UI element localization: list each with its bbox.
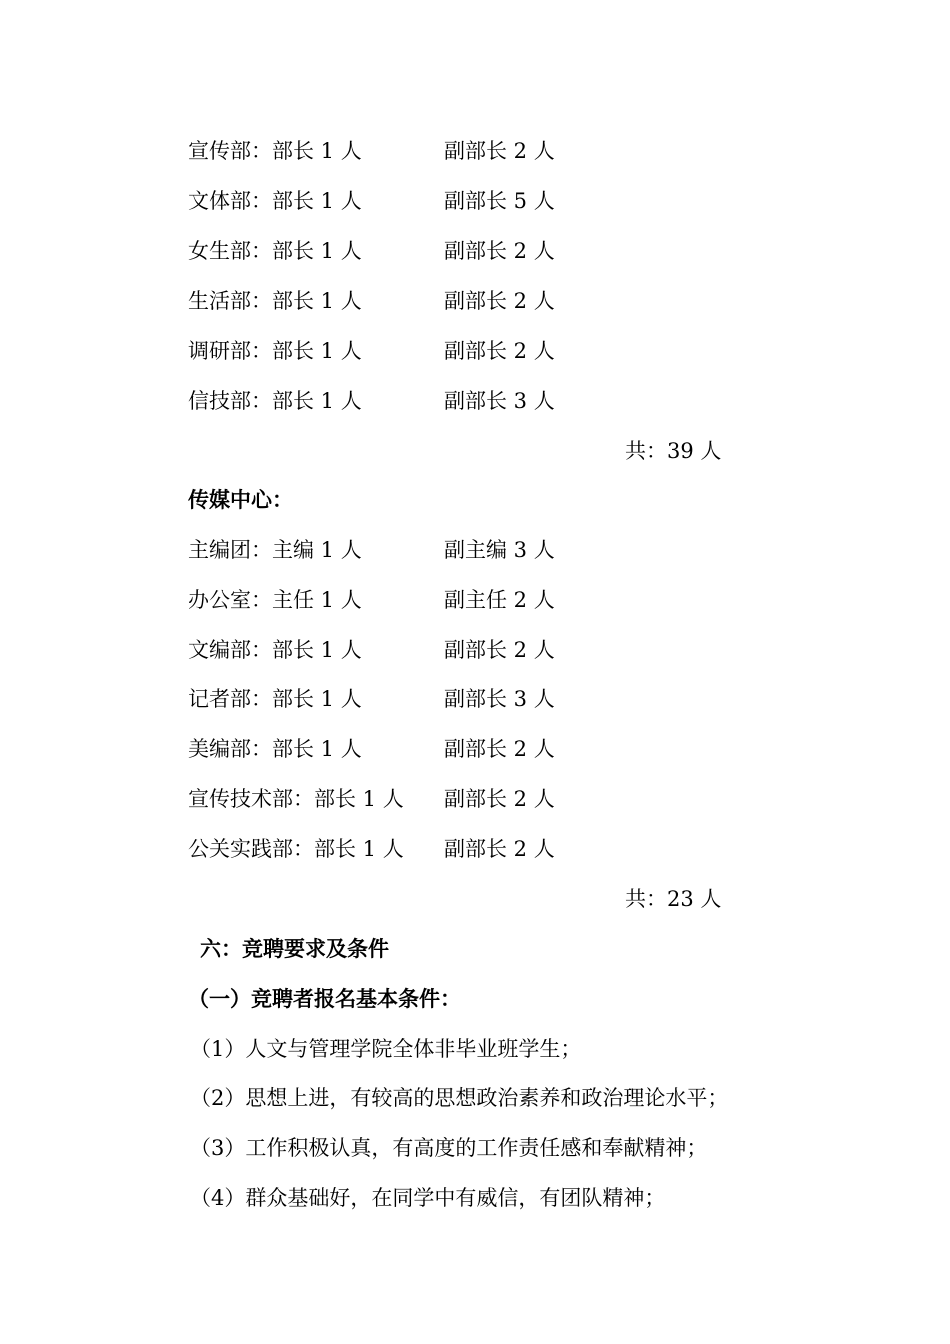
position-row-right: 副部长 3 人 [444,687,555,711]
position-row-left: 调研部：部长 1 人 [188,339,362,363]
position-row-left: 文编部：部长 1 人 [188,638,362,662]
position-row-right: 副主任 2 人 [444,588,555,612]
condition-item: （2）思想上进，有较高的思想政治素养和政治理论水平； [190,1086,729,1110]
position-row-left: 主编团：主编 1 人 [188,538,362,562]
subsection-heading: （一）竞聘者报名基本条件： [188,987,461,1011]
condition-item: （4）群众基础好，在同学中有威信，有团队精神； [190,1186,666,1210]
position-row-right: 副部长 2 人 [444,139,555,163]
position-row-left: 信技部：部长 1 人 [188,389,362,413]
position-row-left: 宣传技术部：部长 1 人 [188,787,404,811]
position-row-left: 办公室：主任 1 人 [188,588,362,612]
condition-item: （3）工作积极认真，有高度的工作责任感和奉献精神； [190,1136,708,1160]
position-row-right: 副部长 2 人 [444,737,555,761]
condition-item: （1）人文与管理学院全体非毕业班学生； [190,1037,582,1061]
position-row-left: 记者部：部长 1 人 [188,687,362,711]
section-total: 共：23 人 [625,887,722,911]
position-row-left: 生活部：部长 1 人 [188,289,362,313]
position-row-right: 副部长 5 人 [444,189,555,213]
section-total: 共：39 人 [625,439,722,463]
position-row-right: 副部长 2 人 [444,638,555,662]
position-row-right: 副部长 2 人 [444,289,555,313]
section-title: 传媒中心： [188,488,293,512]
position-row-right: 副部长 2 人 [444,239,555,263]
position-row-right: 副部长 2 人 [444,837,555,861]
position-row-right: 副主编 3 人 [444,538,555,562]
position-row-right: 副部长 3 人 [444,389,555,413]
position-row-right: 副部长 2 人 [444,339,555,363]
position-row-left: 文体部：部长 1 人 [188,189,362,213]
section-heading: 六：竞聘要求及条件 [200,937,389,961]
position-row-left: 公关实践部：部长 1 人 [188,837,404,861]
position-row-left: 宣传部：部长 1 人 [188,139,362,163]
position-row-left: 美编部：部长 1 人 [188,737,362,761]
position-row-right: 副部长 2 人 [444,787,555,811]
position-row-left: 女生部：部长 1 人 [188,239,362,263]
